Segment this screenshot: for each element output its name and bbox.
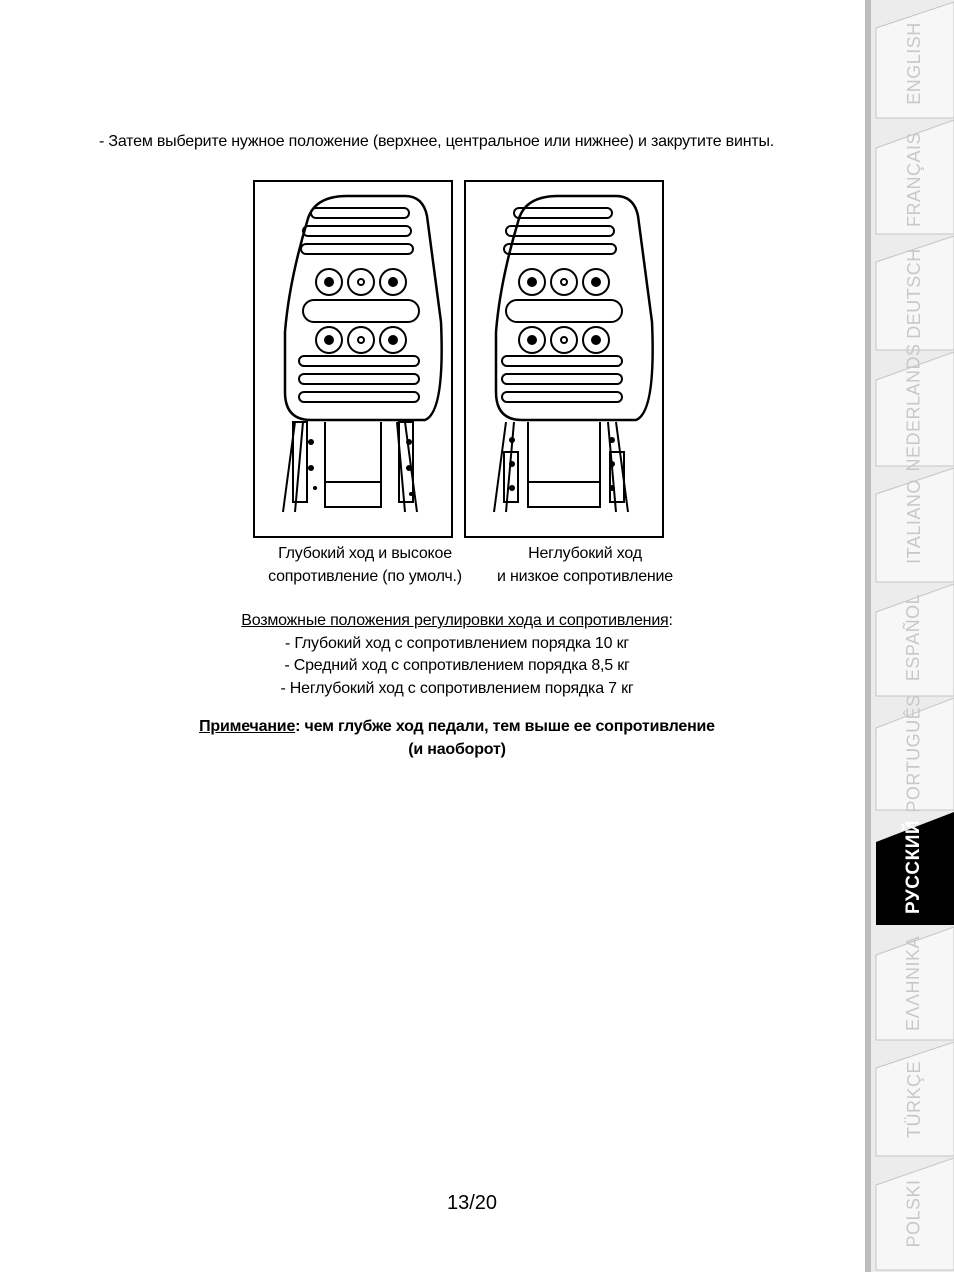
note-label: Примечание [199,718,296,735]
tab-polski[interactable] [878,1158,950,1268]
tab-label: DEUTSCH [903,247,924,339]
page-number: 13/20 [446,1192,498,1214]
pedal-figure-shallow [464,180,664,538]
tab-label: NEDERLANDS [903,342,924,472]
tab-label: ENGLISH [903,21,924,105]
caption-line: Глубокий ход и высокое [278,545,452,562]
caption-line: и низкое сопротивление [496,568,673,585]
tab-turkce[interactable] [878,1044,950,1154]
caption-deep [255,542,475,588]
tab-portugues[interactable] [878,693,950,813]
caption-line: сопротивление (по умолч.) [268,568,462,585]
tab-label: РУССКИЙ [903,819,924,915]
tab-russian[interactable] [878,812,950,922]
tab-nederlands[interactable] [878,342,950,472]
tab-label: ΕΛΛΗΝΙΚΑ [903,935,924,1031]
caption-shallow [480,542,690,588]
positions-heading-text: Возможные положения регулировки хода и сопротивления [241,612,669,629]
pedal-illustration [466,182,662,536]
position-item: - Глубокий ход с сопротивлением порядка 10 кг [284,634,630,652]
position-item: - Средний ход с сопротивлением порядка 8,5 кг [284,657,630,674]
tab-greek[interactable] [878,928,950,1038]
tab-english[interactable] [878,8,950,118]
note-text-line2: (и наоборот) [408,741,506,758]
tab-label: POLSKI [903,1178,924,1248]
pedal-figure-deep [253,180,453,538]
tab-italiano[interactable] [878,466,950,576]
intro-text: - Затем выберите нужное положение (верхнее, центральное или нижнее) и закрутите винты. [99,133,775,150]
tab-label: TÜRKÇE [903,1060,924,1138]
tab-espanol[interactable] [878,582,950,692]
pedal-illustration [255,182,451,536]
note-text: : чем глубже ход педали, тем выше ее сопротивление [295,718,715,735]
tab-label: ESPAÑOL [903,593,924,681]
tab-label: ITALIANO [903,478,924,564]
note [0,715,914,761]
positions-list [0,610,914,700]
caption-line: Неглубокий ход [528,545,642,562]
tab-label: PORTUGUÊS [903,693,924,813]
positions-heading-suffix: : [668,612,673,629]
position-item: - Неглубокий ход с сопротивлением порядка 7 кг [280,679,634,697]
tab-francais[interactable] [878,124,950,234]
positions-heading [0,610,914,633]
tab-deutsch[interactable] [878,238,950,348]
tab-label: FRANÇAIS [903,131,924,227]
